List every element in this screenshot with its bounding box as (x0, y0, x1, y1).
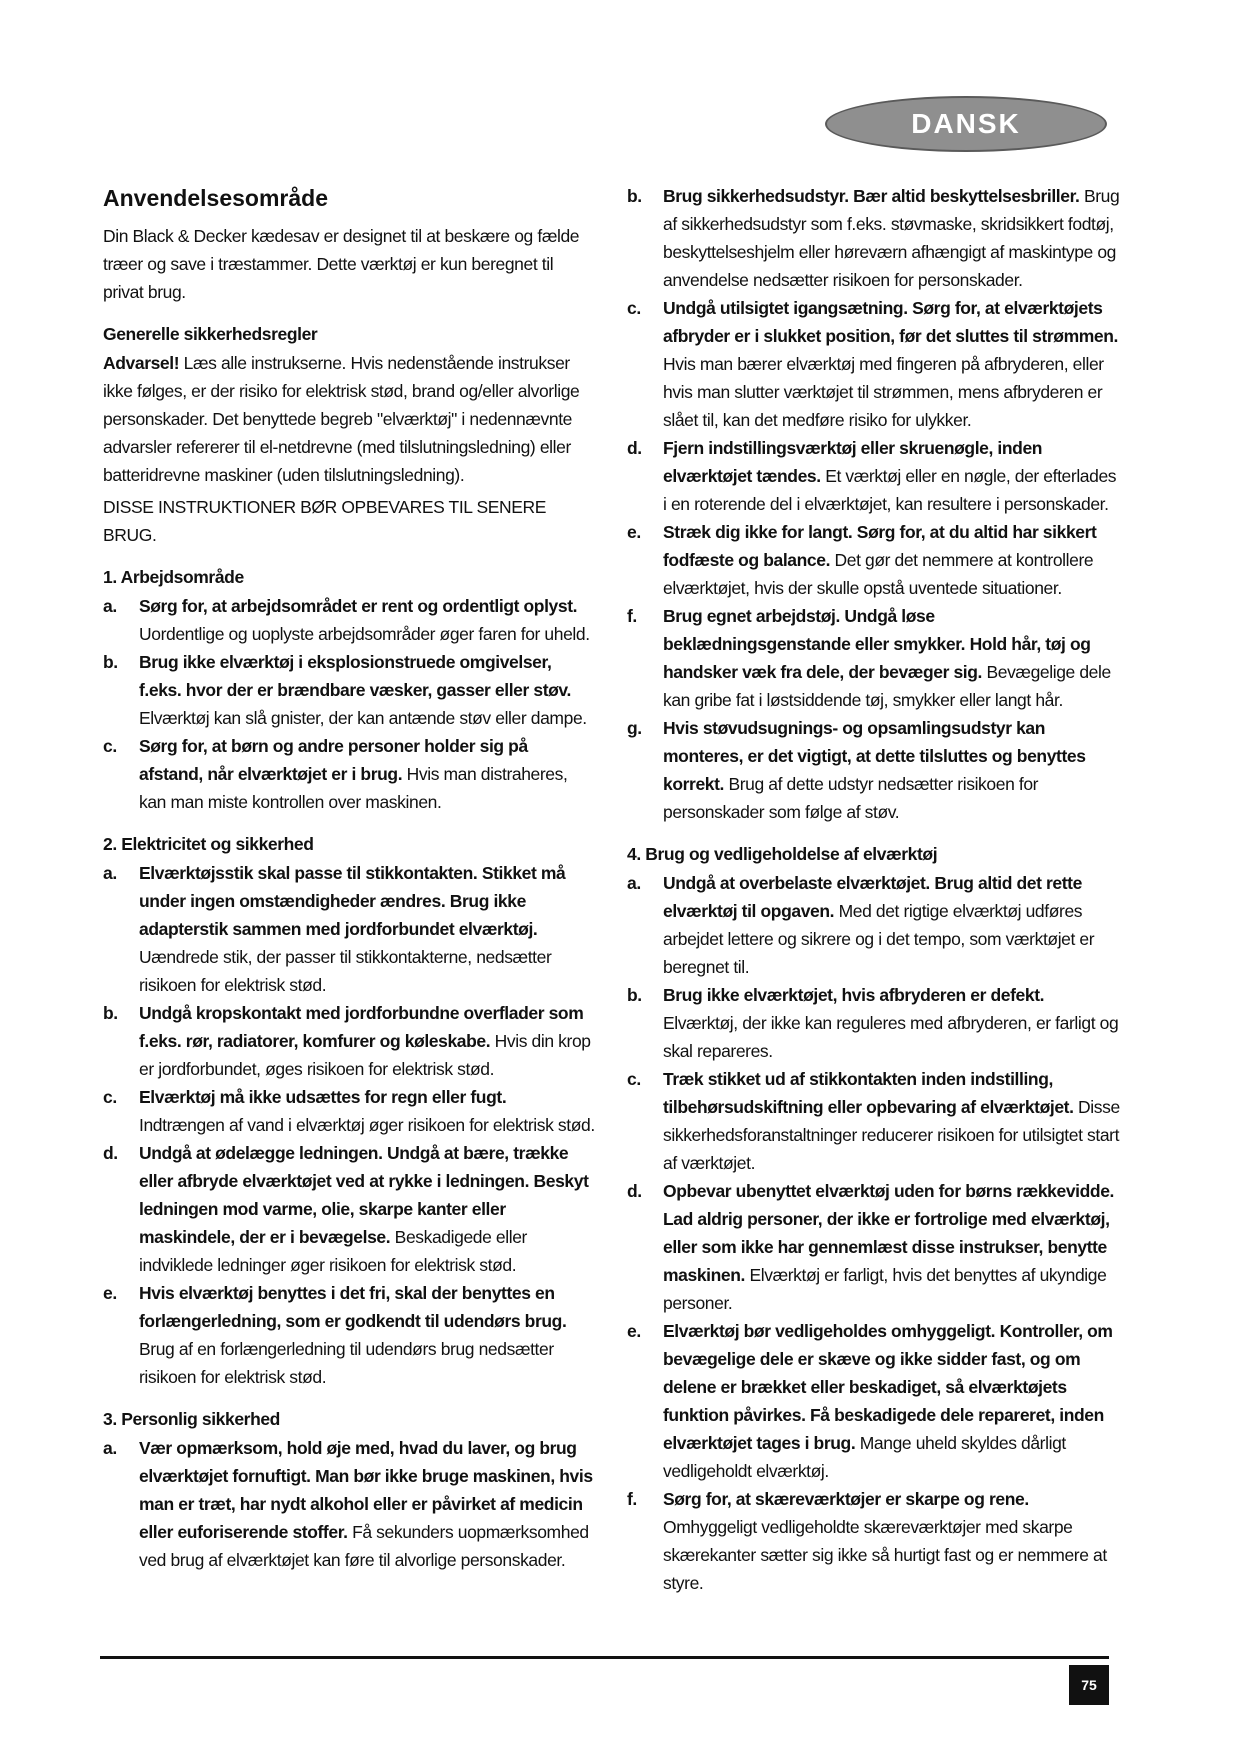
list-item: c. Undgå utilsigtet igangsætning. Sørg for, at elværktøjets afbryder er i slukket position, før det sluttes til strømmen. Hvis man bærer elværktøj med fingeren på afbryderen, eller hvis man slutter værktøjet til strømmen, mens afbryderen er slået til, kan det medføre risiko for ulykker. (627, 298, 1119, 430)
list-item: g. Hvis støvudsugnings- og opsamlingsudstyr kan monteres, er det vigtigt, at dette tilsluttes og benyttes korrekt. Brug af dette udstyr nedsætter risikoen for personskader som følge af støv. (627, 718, 1086, 822)
list-item: b. Brug ikke elværktøjet, hvis afbryderen er defekt. Elværktøj, der ikke kan reguleres med afbryderen, er farligt og skal repareres. (627, 985, 1119, 1061)
list-item: a. Vær opmærksom, hold øje med, hvad du laver, og brug elværktøjet fornuftigt. Man bør ikke bruge maskinen, hvis man er træt, har nydt alkohol eller er påvirket af medicin eller euforiserende stoffer. Få sekunders uopmærksomhed ved brug af elværktøjet kan føre til alvorlige personskader. (103, 1438, 593, 1570)
warning-label: Advarsel! (103, 353, 180, 373)
list-item: a. Undgå at overbelaste elværktøjet. Brug altid det rette elværktøj til opgaven. Med det rigtige elværktøj udføres arbejdet lettere og sikrere og i det tempo, som værktøjet er beregnet til. (627, 873, 1095, 977)
list-item: a. Elværktøjsstik skal passe til stikkontakten. Stikket må under ingen omstændigheder ændres. Brug ikke adapterstik sammen med jordforbundet elværktøj. Uændrede stik, der passer til stikkontakterne, nedsætter risikoen for elektrisk stød. (103, 863, 566, 995)
list-item: b. Brug sikkerhedsudstyr. Bær altid beskyttelsesbriller. Brug af sikkerhedsudstyr som f.eks. støvmaske, skridsikkert fodtøj, beskyttelseshjelm eller høreværn afhængigt af maskintype og anvendelse nedsætter risikoen for personskader. (627, 186, 1120, 290)
list-item: c. Træk stikket ud af stikkontakten inden indstilling, tilbehørsudskiftning eller opbevaring af elværktøjet. Disse sikkerhedsforanstaltninger reducerer risikoen for utilsigtet start af værktøjet. (627, 1069, 1120, 1173)
language-badge: DANSK (825, 96, 1107, 152)
page-title: Anvendelsesområde (103, 185, 328, 211)
list-item: e. Stræk dig ikke for langt. Sørg for, at du altid har sikkert fodfæste og balance. Det gør det nemmere at kontrollere elværktøjet, hvis der skulle opstå uventede situationer. (627, 522, 1097, 598)
general-safety-heading: Generelle sikkerhedsregler (103, 324, 318, 344)
intro-paragraph: Din Black & Decker kædesav er designet til at beskære og fælde træer og save i træstammer. Dette værktøj er kun beregnet til privat brug. (103, 226, 580, 302)
right-column (627, 182, 1120, 1597)
list-item: d. Opbevar ubenyttet elværktøj uden for børns rækkevidde. Lad aldrig personer, der ikke er fortrolige med elværktøj, eller som ikke har gennemlæst disse instrukser, benytte maskinen. Elværktøj er farligt, hvis det benyttes af ukyndige personer. (627, 1181, 1115, 1313)
warning-paragraph (103, 349, 596, 489)
list-item: d. Undgå at ødelægge ledningen. Undgå at bære, trække eller afbryde elværktøjet ved at rykke i ledningen. Beskyt ledningen mod varme, olie, skarpe kanter eller maskindele, der er i bevægelse. Beskadigede eller indviklede ledninger øger risikoen for elektrisk stød. (103, 1143, 589, 1275)
section-heading-electricity: 2. Elektricitet og sikkerhed (103, 834, 314, 854)
list-item: f. Sørg for, at skæreværktøjer er skarpe og rene. Omhyggeligt vedligeholdte skæreværktøjer med skarpe skærekanter sætter sig ikke så hurtigt fast og er nemmere at styre. (627, 1489, 1107, 1593)
warning-text: Læs alle instrukserne. Hvis nedenstående instrukser ikke følges, er der risiko for elektrisk stød, brand og/eller alvorlige personskader. Det benyttede begreb "elværktøj" i nedennævnte advarsler refererer til el-netdrevne (med tilslutningsledning) eller batteridrevne maskiner (uden tilslutningsledning). (103, 353, 580, 485)
left-column (103, 182, 596, 1574)
list-item: c. Elværktøj må ikke udsættes for regn eller fugt. Indtrængen af vand i elværktøj øger risikoen for elektrisk stød. (103, 1087, 595, 1135)
section-heading-personal-safety: 3. Personlig sikkerhed (103, 1409, 280, 1429)
list-item: b. Brug ikke elværktøj i eksplosionstruede omgivelser, f.eks. hvor der er brændbare væsker, gasser eller støv. Elværktøj kan slå gnister, der kan antænde støv eller dampe. (103, 652, 587, 728)
list-item: e. Elværktøj bør vedligeholdes omhyggeligt. Kontroller, om bevægelige dele er skæve og ikke sidder fast, og om delene er brækket eller beskadiget, så elværktøjets funktion påvirkes. Få beskadigede dele repareret, inden elværktøjet tages i brug. Mange uheld skyldes dårligt vedligeholdt elværktøj. (627, 1321, 1113, 1481)
list-item: a. Sørg for, at arbejdsområdet er rent og ordentligt oplyst. Uordentlige og uoplyste arbejdsområder øger faren for uheld. (103, 596, 590, 644)
list-item: d. Fjern indstillingsværktøj eller skruenøgle, inden elværktøjet tændes. Et værktøj eller en nøgle, der efterlades i en roterende del i elværktøjet, kan resultere i personskader. (627, 438, 1117, 514)
footer-divider (100, 1656, 1109, 1659)
list-item: f. Brug egnet arbejdstøj. Undgå løse beklædningsgenstande eller smykker. Hold hår, tøj og handsker væk fra dele, der bevæger sig. Bevægelige dele kan gribe fat i løstsiddende tøj, smykker eller langt hår. (627, 606, 1111, 710)
list-item: b. Undgå kropskontakt med jordforbundne overflader som f.eks. rør, radiatorer, komfurer og køleskabe. Hvis din krop er jordforbundet, øges risikoen for elektrisk stød. (103, 1003, 591, 1079)
list-item: c. Sørg for, at børn og andre personer holder sig på afstand, når elværktøjet er i brug. Hvis man distraheres, kan man miste kontrollen over maskinen. (103, 736, 568, 812)
page-number: 75 (1069, 1665, 1109, 1705)
list-item: e. Hvis elværktøj benyttes i det fri, skal der benyttes en forlængerledning, som er godkendt til udendørs brug. Brug af en forlængerledning til udendørs brug nedsætter risikoen for elektrisk stød. (103, 1283, 567, 1387)
section-heading-work-area: 1. Arbejdsområde (103, 567, 244, 587)
keep-instructions: DISSE INSTRUKTIONER BØR OPBEVARES TIL SENERE BRUG. (103, 497, 547, 545)
section-heading-tool-use: 4. Brug og vedligeholdelse af elværktøj (627, 844, 938, 864)
